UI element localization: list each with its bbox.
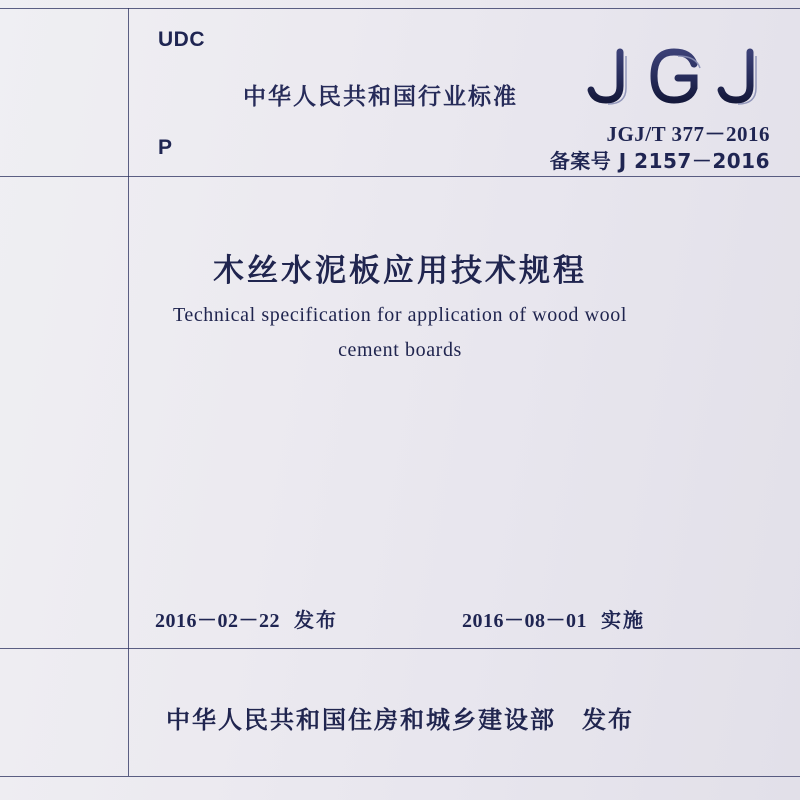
effective-label: 实施 — [601, 608, 645, 632]
standard-category-text: 中华人民共和国行业标准 — [243, 84, 518, 110]
p-classification-label: P — [158, 136, 173, 159]
page-title-en-line1: Technical specification for application of wood wool — [172, 304, 628, 326]
standard-number-block — [550, 120, 770, 175]
standard-number: JGJ/T 377－2016 — [606, 122, 770, 146]
udc-label: UDC — [158, 28, 205, 51]
record-number: 备案号 J 2157－2016 — [549, 149, 770, 174]
issue-label: 发布 — [294, 608, 338, 632]
publisher-name: 中华人民共和国住房和城乡建设部 — [166, 706, 556, 734]
page-title-en-line2: cement boards — [338, 339, 462, 361]
divider-bottom — [0, 776, 800, 777]
divider-middle — [0, 176, 800, 177]
issue-date-block — [155, 604, 338, 633]
effective-date: 2016－08－01 — [462, 610, 587, 632]
divider-lower — [0, 648, 800, 649]
jgj-logo-icon — [582, 46, 772, 108]
page-title-en — [0, 298, 800, 368]
issue-date: 2016－02－22 — [155, 610, 280, 632]
effective-date-block — [462, 604, 645, 633]
publisher-verb: 发布 — [582, 706, 634, 734]
publisher-block — [0, 700, 800, 735]
page-title-cn: 木丝水泥板应用技术规程 — [213, 253, 587, 289]
divider-vertical-left — [128, 8, 129, 776]
divider-top — [0, 8, 800, 9]
